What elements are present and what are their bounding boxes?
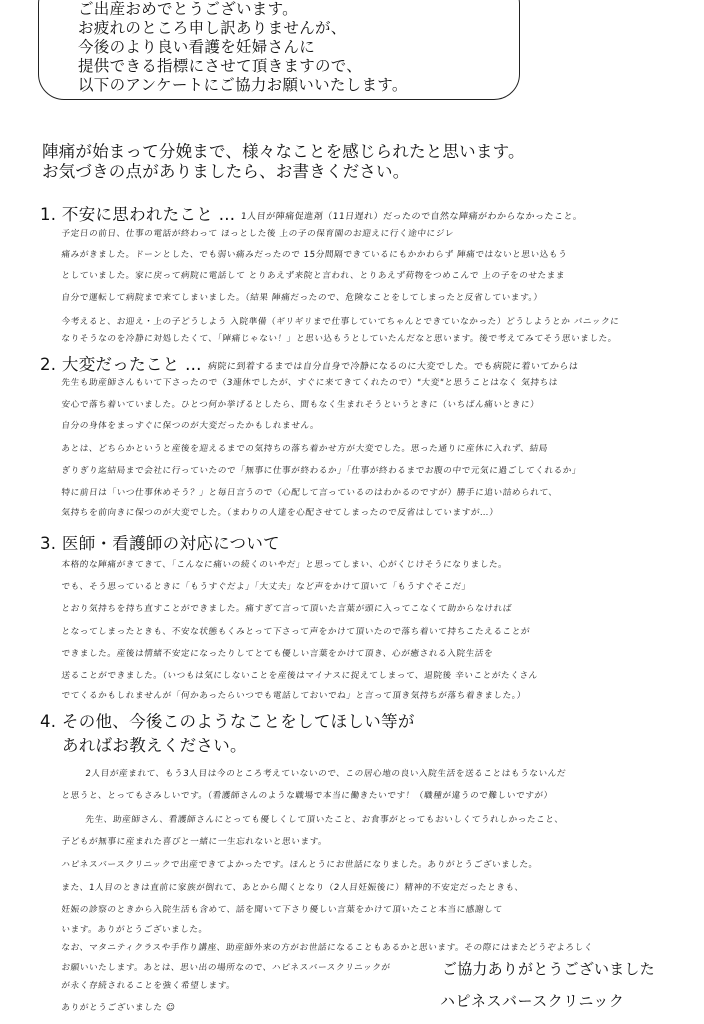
handwritten-answer-line: ハピネスバースクリニックで出産できてよかったです。ほんとうにお世話になりました。ありがとうございました。 — [60, 860, 539, 870]
handwritten-answer-line: 気持ちを前向きに保つのが大変でした。（まわりの人達を心配させてしまったので反省はしていますが…） — [60, 508, 499, 518]
handwritten-answer-line: 子どもが無事に産まれた喜びと一緒に一生忘れないと思います。 — [60, 837, 328, 847]
question-4-label: 4. その他、今後このようなことをしてほしい等が — [40, 712, 415, 731]
intro-line: お疲れのところ申し訳ありませんが、 — [78, 19, 347, 37]
handwritten-answer-line: でてくるかもしれませんが「何かあったらいつでも電話しておいでね」と言って頂き気持ちが落ち着きました。） — [60, 691, 527, 701]
handwritten-answer-line: なりそうなのを冷静に対処したくて、「陣痛じゃない！」と思い込もうとしていたんだなと思います。後で考えてみてそう思いました。 — [60, 334, 618, 344]
handwritten-answer-line: とおり気持ちを持ち直すことができました。痛すぎて言って頂いた言葉が頭に入ってこなくて助からなければ — [60, 604, 513, 614]
handwritten-answer-line: お願いいたします。あとは、思い出の場所なので、ハピネスバースクリニックが — [60, 963, 392, 973]
lead-text — [42, 142, 662, 182]
handwritten-answer-line: 送ることができました。（いつもは気にしないことを産後はマイナスに捉えてしまって、退院後 辛いことがたくさん — [60, 671, 539, 681]
closing-thanks: ご協力ありがとうございました — [442, 960, 655, 978]
question-4-heading — [40, 708, 415, 756]
handwritten-answer-line: 病院に到着するまでは自分自身で冷静になるのに大変でした。でも病院に着いてからは — [207, 362, 579, 372]
clinic-name: ハピネスバースクリニック — [440, 992, 625, 1010]
handwritten-answer-line: 妊娠の診察のときから入院生活も含めて、話を聞いて下さり優しい言葉をかけて頂いたこと本当に感謝して — [60, 905, 504, 915]
handwritten-answer-line: 痛みがきました。ドーンとした、でも弱い痛みだったので 15分間隔できているにもかかわらず 陣痛ではないと思い込もう — [60, 250, 568, 260]
handwritten-answer-line: 2人目が産まれて、もう3人目は今のところ考えていないので、この居心地の良い入院生活を送ることはもうないんだ — [84, 769, 567, 779]
lead-line: お気づきの点がありましたら、お書きください。 — [42, 162, 410, 181]
intro-line: 提供できる指標にさせて頂きますので、 — [78, 57, 363, 75]
question-2-label: 2. 大変だったこと … — [40, 355, 202, 374]
handwritten-answer-line: としていました。家に戻って病院に電話して とりあえず来院と言われ、とりあえず荷物をつめこんで 上の子をのせたまま — [60, 271, 566, 281]
handwritten-answer-line: ありがとうございました ☺ — [60, 1003, 176, 1013]
handwritten-answer-line: 自分で運転して病院まで来てしまいました。（結果 陣痛だったので、危険なことをしてしまったと反省しています。） — [60, 293, 544, 303]
intro-line: 以下のアンケートにご協力お願いいたします。 — [78, 76, 408, 94]
handwritten-answer-line: となってしまったときも、不安な状態もくみとって下さって声をかけて頂いたので落ち着いて持ちこたえることが — [60, 627, 531, 637]
handwritten-answer-line: 本格的な陣痛がきてきて、「こんなに痛いの続くのいやだ」と思ってしまい、心がくじけそうになりました。 — [60, 560, 508, 570]
handwritten-answer-line: と思うと、とってもさみしいです。（看護師さんのような職場で本当に働きたいです！（職種が違うので難しいですが） — [60, 791, 554, 801]
handwritten-answer-line: 安心で落ち着いていました。ひとつ何か挙げるとしたら、間もなく生まれそうというときに（いちばん痛いときに） — [60, 400, 540, 410]
question-3-label: 3. 医師・看護師の対応について — [40, 534, 280, 553]
handwritten-answer-line: 予定日の前日、仕事の電話が終わって ほっとした後 上の子の保育園のお迎えに行く途中にジレ — [60, 229, 455, 239]
handwritten-answer-line: また、1人目のときは直前に家族が倒れて、あとから聞くとなり（2人目妊娠後に）精神的不安定だったときも、 — [60, 883, 525, 893]
handwritten-answer-line: 自分の身体をまっすぐに保つのが大変だったかもしれません。 — [60, 421, 320, 431]
question-1-heading — [40, 201, 583, 225]
handwritten-answer-line: できました。産後は情緒不安定になったりしてとても優しい言葉をかけて頂き、心が癒される入院生活を — [60, 649, 494, 659]
handwritten-answer-line: 今考えると、お迎え・上の子どうしよう 入院準備（ギリギリまで仕事していてちゃんとできていなかった）どうしようとか パニックに — [60, 317, 620, 327]
handwritten-answer-line: なお、マタニティクラスや手作り講座、助産師外来の方がお世話になることもあるかと思います。その際にはまたどうぞよろしく — [60, 943, 594, 953]
intro-line: 今後のより良い看護を妊婦さんに — [78, 38, 316, 56]
intro-message — [78, 0, 518, 95]
question-1-label: 1. 不安に思われたこと … — [40, 205, 236, 224]
handwritten-answer-line: あとは、どちらかというと産後を迎えるまでの気持ちの落ち着かせ方が大変でした。思った通りに産休に入れず、結局 — [60, 444, 549, 454]
question-2-heading — [40, 351, 578, 375]
handwritten-answer-line: 特に前日は「いつ仕事休めそう？」と毎日言うので（心配して言っているのはわかるのですが）勝手に追い詰められて、 — [60, 488, 559, 498]
handwritten-answer-line: 1人目が陣痛促進剤（11日遅れ）だったので自然な陣痛がわからなかったこと。 — [240, 212, 584, 222]
lead-line: 陣痛が始まって分娩まで、様々なことを感じられたと思います。 — [42, 142, 525, 161]
handwritten-answer-line: 先生も助産師さんもいて下さったので（3連休でしたが、すぐに来てきてくれたので）"大変"と思うことはなく 気持ちは — [60, 378, 559, 388]
intro-line: ご出産おめでとうございます。 — [78, 0, 298, 18]
question-3-heading — [40, 530, 280, 554]
handwritten-answer-line: います。ありがとうございました。 — [60, 925, 209, 935]
handwritten-answer-line: 先生、助産師さん、看護師さんにとっても優しくして頂いたこと、お食事がとってもおいしくてうれしかったこと、 — [84, 815, 565, 825]
handwritten-answer-line: でも、そう思っているときに「もうすぐだよ」「大丈夫」など声をかけて頂いて「もうすぐそこだ」 — [60, 582, 472, 592]
handwritten-answer-line: ぎりぎり迄結局まで会社に行っていたので「無事に仕事が終わるか」「仕事が終わるまでお腹の中で元気に過ごしてくれるか」 — [60, 466, 582, 476]
handwritten-answer-line: が永く存続されることを強く希望します。 — [60, 981, 236, 991]
question-4-label: あればお教えください。 — [62, 736, 247, 755]
